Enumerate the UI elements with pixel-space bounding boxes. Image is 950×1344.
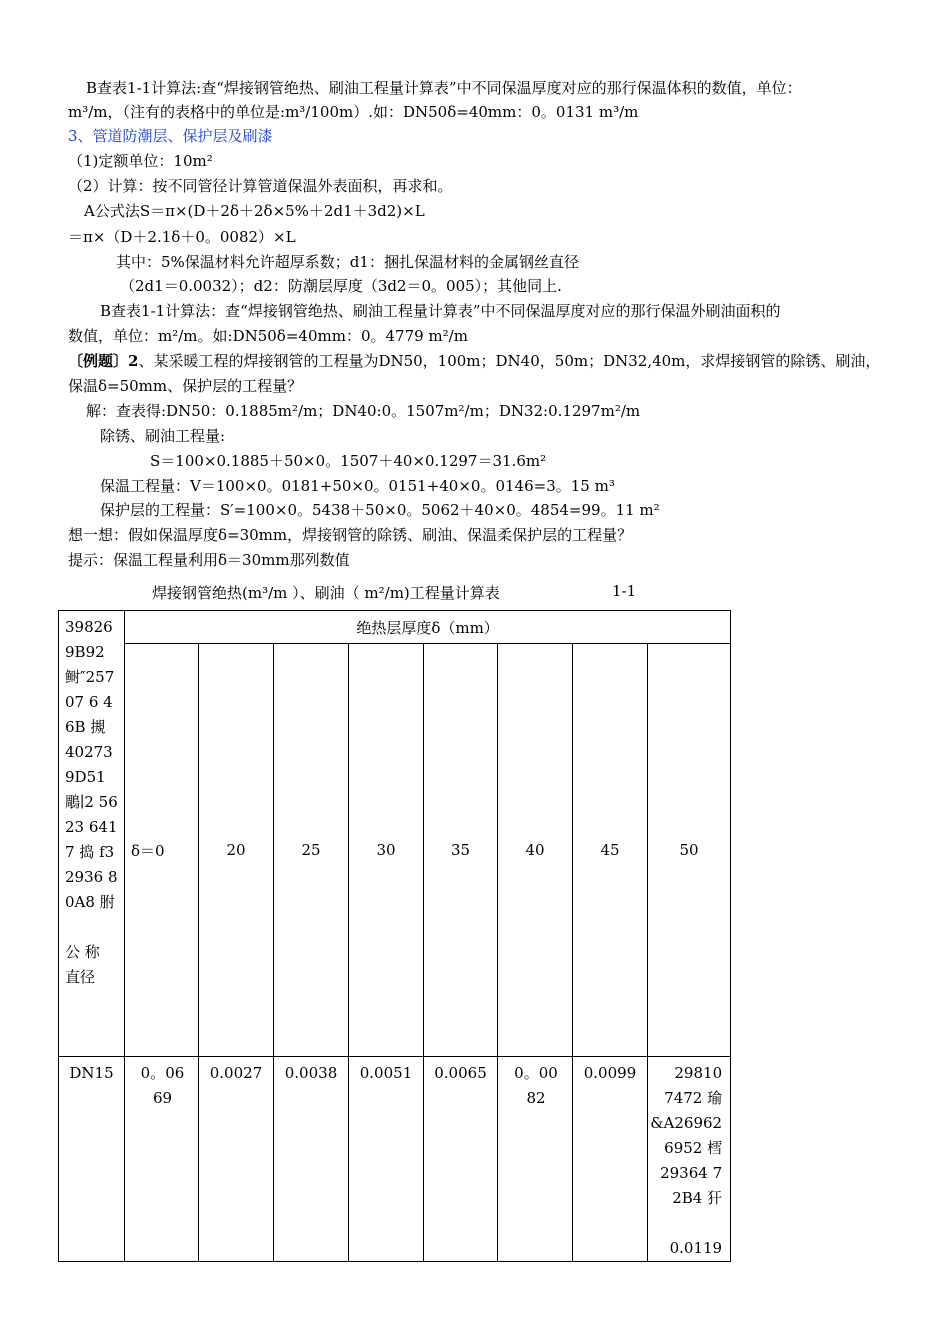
table-row (59, 1057, 731, 1262)
thickness-header: 25 (274, 644, 349, 1057)
thickness-header: 45 (573, 644, 648, 1057)
table-cell: 0.0038 (274, 1057, 349, 1262)
table-cell: 0.0027 (199, 1057, 274, 1262)
paragraph-formula-notes: 其中：5%保温材料允许超厚系数；d1：捆扎保温材料的金属钢丝直径 (116, 253, 579, 271)
example-label: 〔例题〕2 (68, 352, 139, 370)
table-cell: 0。0082 (498, 1057, 573, 1262)
paragraph-derust-calc: S＝100×0.1885＋50×0。1507＋40×0.1297＝31.6m² (150, 452, 547, 470)
paragraph-b-method-volume: B查表1-1计算法:查“焊接钢管绝热、刷油工程量计算表”中不同保温厚度对应的那行保温体积的数值，单位： (86, 79, 802, 97)
section-heading-moisture-layer: 3、管道防潮层、保护层及刷漆 (68, 127, 273, 145)
paragraph-b-method-area: B查表1-1计算法：查“焊接钢管绝热、刷油工程量计算表”中不同保温厚度对应的那行保温外刷油面积的 (100, 302, 781, 320)
paragraph-area-unit: 数值，单位：m²/m。如:DN50δ=40mm：0。4779 m²/m (68, 327, 468, 345)
paragraph-quota-unit: （1)定额单位：10m² (68, 152, 213, 170)
table-cell: 0.0099 (573, 1057, 648, 1262)
paragraph-hint: 提示：保温工程量利用δ＝30mm那列数值 (68, 551, 350, 569)
paragraph-formula-notes-2: （2d1＝0.0032）；d2：防潮层厚度（3d2＝0。005）；其他同上. (120, 277, 562, 295)
row-label: DN15 (69, 1064, 114, 1082)
thickness-header: 50 (648, 644, 731, 1057)
table-cell: 0.0051 (349, 1057, 424, 1262)
table-cell: 0。0669 (125, 1057, 199, 1262)
thickness-header: 20 (199, 644, 274, 1057)
table-header-span: 绝热层厚度δ（mm） (125, 611, 731, 644)
row-label-cell (59, 1057, 125, 1262)
table-cell: 0.0065 (424, 1057, 498, 1262)
thickness-header: δ＝0 (125, 644, 199, 1057)
thickness-header: 40 (498, 644, 573, 1057)
table-caption-number: 1-1 (612, 582, 637, 600)
table-thickness-row (59, 644, 731, 1057)
table-caption-title: 焊接钢管绝热(m³/m ）、刷油（ m²/m)工程量计算表 (152, 584, 500, 602)
paragraph-think: 想一想：假如保温厚度δ=30mm，焊接钢管的除锈、刷油、保温柔保护层的工程量？ (68, 526, 633, 544)
table-caption (152, 582, 637, 603)
thickness-header: 30 (349, 644, 424, 1057)
paragraph-solution-lookup: 解：查表得:DN50：0.1885m²/m；DN40:0。1507m²/m；DN32:0.1297m²/m (86, 402, 641, 420)
quantity-table (58, 610, 731, 1262)
paragraph-volume-unit: m³/m，（注有的表格中的单位是:m³/100m）.如：DN50δ=40mm：0。0131 m³/m (68, 103, 639, 121)
paragraph-example-cont: 保温δ=50mm、保护层的工程量？ (68, 377, 303, 395)
paragraph-insulation-calc: 保温工程量：V＝100×0。0181+50×0。0151+40×0。0146=3。15 m³ (100, 477, 615, 495)
table-corner-cell: 39826 9B92 鲥″25707 6 46B 摫 40273 9D51 鵰∣2 5623 6417 捣 f32936 8 0A8 胕 公 称 直径 (59, 611, 125, 1057)
paragraph-calculation: （2）计算：按不同管径计算管道保温外表面积，再求和。 (68, 177, 453, 195)
paragraph-derust-label: 除锈、刷油工程量: (100, 427, 226, 445)
paragraph-formula: A公式法S＝π×(D＋2δ＋2δ×5%＋2d1＋3d2)×L (84, 202, 425, 220)
table-cell: 29810 7472 瑜 &A26962 6952 樰 29364 7 2B4 犴 0.0119 (648, 1057, 731, 1262)
paragraph-example (68, 351, 880, 371)
example-text: 、某采暖工程的焊接钢管的工程量为DN50，100m；DN40，50m；DN32,40m，求焊接钢管的除锈、刷油， (138, 352, 881, 370)
thickness-header: 35 (424, 644, 498, 1057)
paragraph-protective-calc: 保护层的工程量：S′=100×0。5438＋50×0。5062＋40×0。4854=99。11 m² (100, 501, 660, 519)
paragraph-formula-simplified: ＝π×（D＋2.1δ＋0。0082）×L (68, 228, 296, 246)
